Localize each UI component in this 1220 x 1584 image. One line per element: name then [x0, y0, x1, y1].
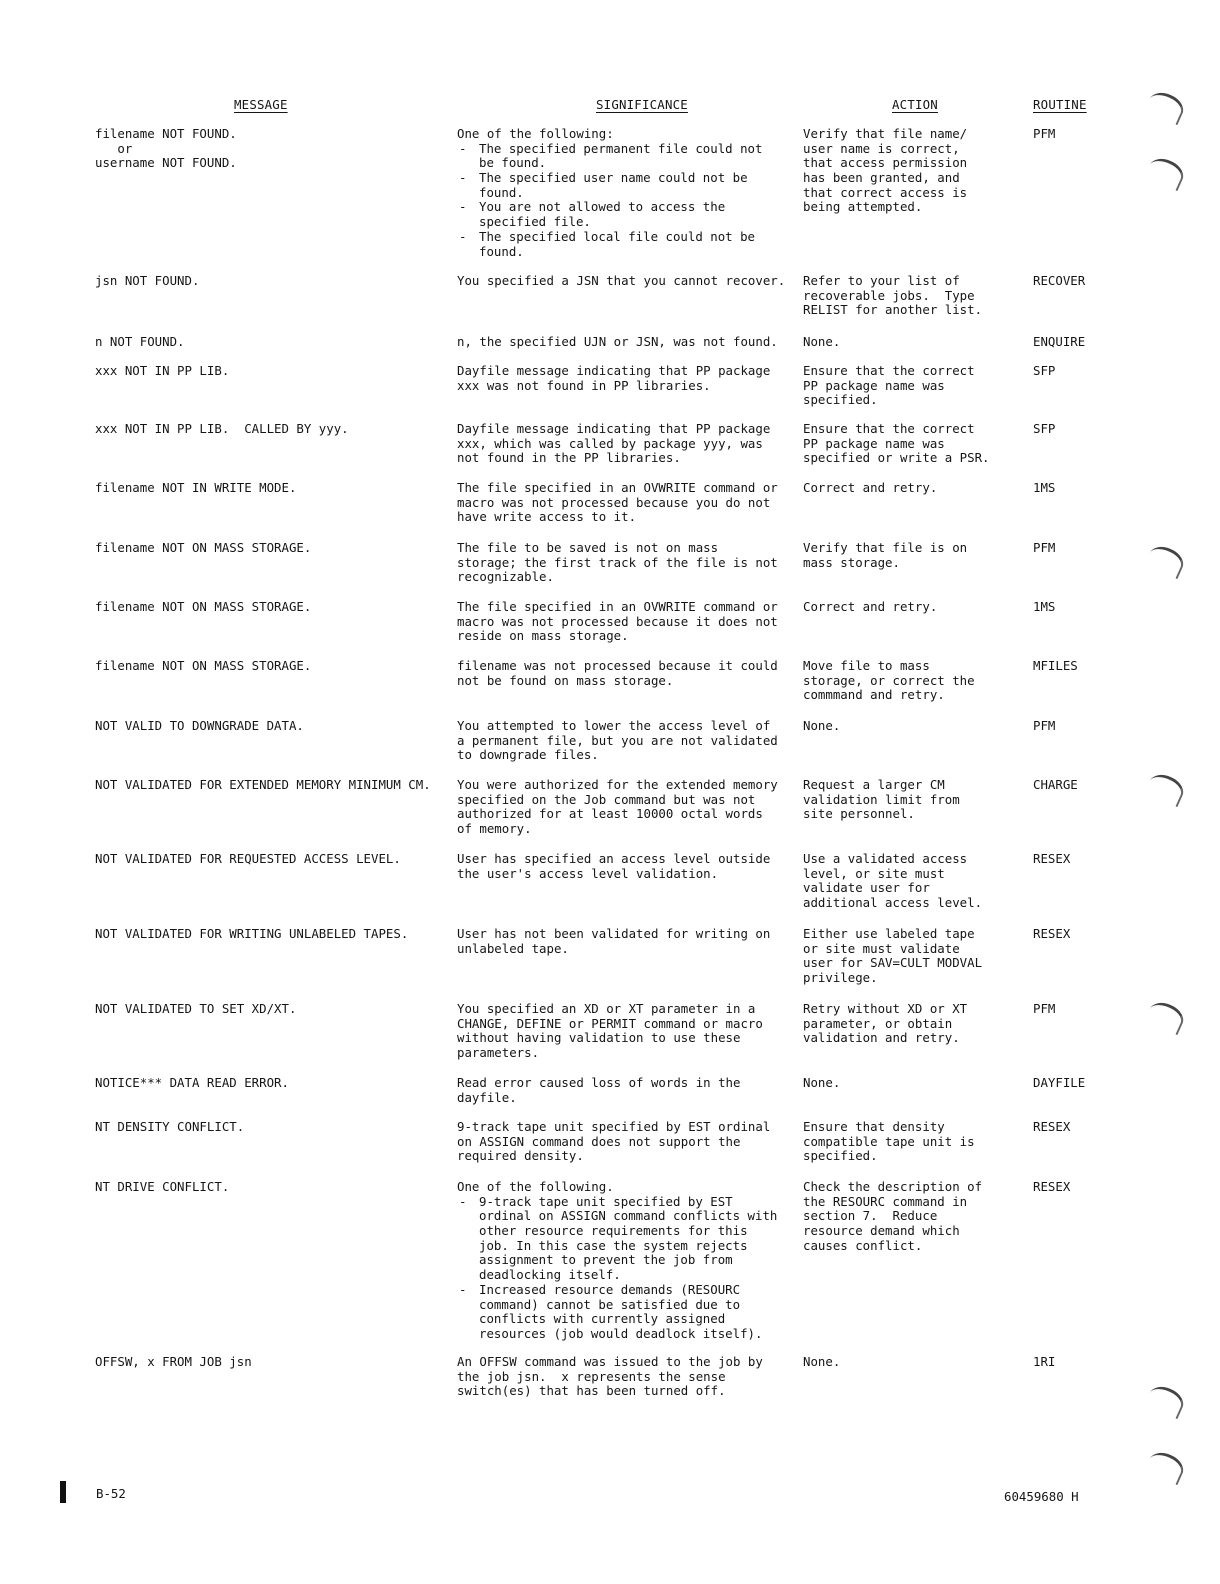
action-line: storage, or correct the [803, 672, 975, 688]
routine-cell: PFM [1033, 1001, 1056, 1016]
significance-line: You were authorized for the extended memory [457, 777, 778, 792]
message-cell [95, 1355, 252, 1370]
significance-line: authorized for at least 10000 octal words [457, 806, 763, 822]
action-line: None. [803, 718, 841, 733]
significance-line: The file to be saved is not on mass [457, 540, 719, 555]
significance-bullet-line: - The specified local file could not be [457, 230, 762, 245]
significance-line: specified file. [479, 214, 591, 230]
message-line: NOT VALIDATED TO SET XD/XT. [95, 1001, 297, 1016]
message-line: NOT VALIDATED FOR WRITING UNLABELED TAPES. [95, 926, 409, 941]
significance-line: xxx, which was called by package yyy, was [457, 435, 763, 451]
binder-hole-mark [1144, 1382, 1187, 1419]
action-cell [803, 541, 967, 570]
message-line: n NOT FOUND. [95, 334, 185, 349]
significance-line: User has specified an access level outside [457, 851, 771, 866]
action-line: commmand and retry. [803, 687, 945, 703]
significance-line: Dayfile message indicating that PP package [457, 363, 771, 378]
action-line: Verify that file is on [803, 540, 968, 555]
significance-line: n, the specified UJN or JSN, was not found. [457, 334, 778, 349]
message-cell [95, 659, 311, 674]
action-line: has been granted, and [803, 170, 960, 186]
page-number: B-52 [96, 1486, 126, 1501]
action-line: that correct access is [803, 184, 968, 200]
action-line: specified. [803, 392, 878, 408]
message-line: filename NOT IN WRITE MODE. [95, 480, 297, 495]
action-line: that access permission [803, 155, 968, 171]
header-message: MESSAGE [234, 97, 288, 112]
significance-line: recognizable. [457, 569, 554, 585]
action-line: validation and retry. [803, 1030, 960, 1046]
routine-cell: PFM [1033, 540, 1056, 555]
significance-bullet-line: - The specified user name could not be [457, 171, 762, 186]
message-line: filename NOT ON MASS STORAGE. [95, 658, 312, 673]
significance-line: be found. [479, 155, 547, 171]
header-routine: ROUTINE [1033, 97, 1087, 112]
significance-bullet-line: - Increased resource demands (RESOURC [457, 1283, 777, 1298]
routine-cell: RESEX [1033, 926, 1071, 941]
message-cell [95, 274, 199, 289]
action-line: level, or site must [803, 865, 945, 881]
significance-line: not be found on mass storage. [457, 672, 674, 688]
significance-cell [457, 1355, 763, 1399]
significance-cell [457, 852, 770, 881]
action-cell [803, 778, 960, 822]
significance-line: deadlocking itself. [479, 1267, 621, 1283]
significance-cell [457, 1120, 770, 1164]
significance-line: specified on the Job command but was not [457, 791, 756, 807]
significance-cell [457, 1002, 763, 1061]
action-line: parameter, or obtain [803, 1015, 953, 1031]
action-line: additional access level. [803, 895, 983, 911]
action-line: Request a larger CM [803, 777, 945, 792]
action-line: Ensure that the correct [803, 363, 975, 378]
significance-line: resources (job would deadlock itself). [479, 1325, 763, 1341]
significance-line: macro was not processed because you do not [457, 494, 771, 510]
significance-cell [457, 274, 785, 289]
action-line: compatible tape unit is [803, 1133, 975, 1149]
routine-cell: 1RI [1033, 1354, 1056, 1369]
action-line: None. [803, 334, 841, 349]
message-line: xxx NOT IN PP LIB. CALLED BY yyy. [95, 421, 349, 436]
routine-cell: 1MS [1033, 599, 1056, 614]
action-line: Ensure that the correct [803, 421, 975, 436]
message-line: filename NOT ON MASS STORAGE. [95, 540, 312, 555]
significance-line: Read error caused loss of words in the [457, 1075, 741, 1090]
significance-cell [457, 364, 770, 393]
routine-cell: CHARGE [1033, 777, 1078, 792]
action-line: Refer to your list of [803, 273, 960, 288]
message-cell [95, 1076, 289, 1091]
significance-cell [457, 127, 762, 259]
action-line: site personnel. [803, 806, 915, 822]
significance-line: CHANGE, DEFINE or PERMIT command or macro [457, 1015, 763, 1031]
significance-line: storage; the first track of the file is not [457, 554, 778, 570]
message-cell [95, 127, 237, 171]
significance-line: switch(es) that has been turned off. [457, 1383, 726, 1399]
action-line: the RESOURC command in [803, 1193, 968, 1209]
routine-cell: RECOVER [1033, 273, 1086, 288]
significance-line: job. In this case the system rejects [479, 1237, 748, 1253]
message-cell [95, 1120, 244, 1135]
significance-cell [457, 719, 778, 763]
significance-line: An OFFSW command was issued to the job by [457, 1354, 763, 1369]
routine-cell: MFILES [1033, 658, 1078, 673]
message-line: NOT VALIDATED FOR REQUESTED ACCESS LEVEL. [95, 851, 401, 866]
significance-line: Dayfile message indicating that PP package [457, 421, 771, 436]
action-cell [803, 1076, 840, 1091]
significance-line: One of the following. [457, 1179, 614, 1194]
action-cell [803, 1120, 975, 1164]
significance-line: parameters. [457, 1045, 540, 1061]
message-line: NOT VALID TO DOWNGRADE DATA. [95, 718, 304, 733]
significance-line: the user's access level validation. [457, 865, 719, 881]
message-line: OFFSW, x FROM JOB jsn [95, 1354, 252, 1369]
message-cell [95, 364, 229, 379]
message-cell [95, 719, 304, 734]
action-line: Check the description of [803, 1179, 983, 1194]
message-line: jsn NOT FOUND. [95, 273, 200, 288]
change-bar [60, 1481, 66, 1503]
routine-cell: 1MS [1033, 480, 1056, 495]
routine-cell: RESEX [1033, 1179, 1071, 1194]
action-line: specified. [803, 1148, 878, 1164]
binder-hole-mark [1144, 1448, 1187, 1485]
action-line: being attempted. [803, 199, 923, 215]
action-line: validate user for [803, 880, 930, 896]
significance-line: The file specified in an OVWRITE command or [457, 480, 778, 495]
routine-cell: SFP [1033, 421, 1056, 436]
action-line: Either use labeled tape [803, 926, 975, 941]
action-cell [803, 852, 982, 911]
action-cell [803, 719, 840, 734]
significance-cell [457, 422, 770, 466]
action-line: or site must validate [803, 940, 960, 956]
message-cell [95, 852, 401, 867]
action-line: privilege. [803, 970, 878, 986]
routine-cell: ENQUIRE [1033, 334, 1086, 349]
action-line: validation limit from [803, 791, 960, 807]
significance-line: without having validation to use these [457, 1030, 741, 1046]
action-line: Correct and retry. [803, 599, 938, 614]
significance-cell [457, 1180, 777, 1342]
message-cell [95, 1002, 296, 1017]
message-cell [95, 1180, 229, 1195]
message-line: NT DRIVE CONFLICT. [95, 1179, 230, 1194]
routine-cell: RESEX [1033, 1119, 1071, 1134]
significance-line: 9-track tape unit specified by EST ordinal [457, 1119, 771, 1134]
action-cell [803, 335, 840, 350]
significance-cell [457, 1076, 740, 1105]
action-line: None. [803, 1354, 841, 1369]
significance-cell [457, 541, 778, 585]
message-line: NOTICE*** DATA READ ERROR. [95, 1075, 289, 1090]
significance-line: filename was not processed because it could [457, 658, 778, 673]
significance-line: to downgrade files. [457, 747, 599, 763]
action-line: Move file to mass [803, 658, 930, 673]
significance-line: found. [479, 184, 524, 200]
significance-cell [457, 659, 778, 688]
message-line: or [95, 140, 133, 156]
message-line: username NOT FOUND. [95, 155, 237, 171]
significance-cell [457, 335, 778, 350]
document-number: 60459680 H [1004, 1489, 1079, 1504]
message-cell [95, 422, 349, 437]
action-line: Use a validated access [803, 851, 968, 866]
significance-line: found. [479, 243, 524, 259]
action-line: Retry without XD or XT [803, 1001, 968, 1016]
significance-line: have write access to it. [457, 509, 637, 525]
significance-line: other resource requirements for this [479, 1223, 748, 1239]
action-line: resource demand which [803, 1223, 960, 1239]
action-line: user name is correct, [803, 140, 960, 156]
action-cell [803, 481, 937, 496]
significance-cell [457, 481, 778, 525]
message-cell [95, 927, 408, 942]
header-significance: SIGNIFICANCE [596, 97, 688, 112]
action-line: RELIST for another list. [803, 302, 983, 318]
significance-line: You specified an XD or XT parameter in a [457, 1001, 756, 1016]
message-line: NOT VALIDATED FOR EXTENDED MEMORY MINIMUM CM. [95, 777, 431, 792]
significance-cell [457, 927, 770, 956]
binder-hole-mark [1144, 542, 1187, 579]
action-line: mass storage. [803, 554, 900, 570]
action-cell [803, 927, 982, 986]
action-line: PP package name was [803, 377, 945, 393]
action-line: Correct and retry. [803, 480, 938, 495]
message-cell [95, 778, 431, 793]
action-cell [803, 274, 982, 318]
binder-hole-mark [1144, 154, 1187, 191]
action-line: user for SAV=CULT MODVAL [803, 955, 983, 971]
significance-line: xxx was not found in PP libraries. [457, 377, 711, 393]
action-line: None. [803, 1075, 841, 1090]
significance-line: One of the following: [457, 126, 614, 141]
action-line: specified or write a PSR. [803, 450, 990, 466]
significance-bullet-line: - The specified permanent file could not [457, 142, 762, 157]
routine-cell: DAYFILE [1033, 1075, 1086, 1090]
action-line: PP package name was [803, 435, 945, 451]
message-cell [95, 481, 296, 496]
action-cell [803, 1180, 982, 1253]
message-line: xxx NOT IN PP LIB. [95, 363, 230, 378]
significance-line: unlabeled tape. [457, 940, 569, 956]
action-cell [803, 422, 990, 466]
binder-hole-mark [1144, 88, 1187, 125]
routine-cell: SFP [1033, 363, 1056, 378]
significance-line: The file specified in an OVWRITE command or [457, 599, 778, 614]
action-cell [803, 600, 937, 615]
significance-line: on ASSIGN command does not support the [457, 1133, 741, 1149]
action-cell [803, 1002, 967, 1046]
binder-hole-mark [1144, 770, 1187, 807]
significance-bullet-line: - You are not allowed to access the [457, 200, 762, 215]
significance-line: reside on mass storage. [457, 628, 629, 644]
message-cell [95, 335, 185, 350]
significance-line: ordinal on ASSIGN command conflicts with [479, 1208, 778, 1224]
action-line: Verify that file name/ [803, 126, 968, 141]
action-cell [803, 659, 975, 703]
significance-line: User has not been validated for writing on [457, 926, 771, 941]
significance-line: dayfile. [457, 1089, 517, 1105]
significance-line: assignment to prevent the job from [479, 1252, 733, 1268]
significance-line: the job jsn. x represents the sense [457, 1368, 726, 1384]
significance-line: You specified a JSN that you cannot recover. [457, 273, 786, 288]
significance-bullet-line: - 9-track tape unit specified by EST [457, 1195, 777, 1210]
action-line: section 7. Reduce [803, 1208, 938, 1224]
binder-hole-mark [1144, 998, 1187, 1035]
routine-cell: PFM [1033, 718, 1056, 733]
message-line: NT DENSITY CONFLICT. [95, 1119, 245, 1134]
action-cell [803, 1355, 840, 1370]
action-line: causes conflict. [803, 1237, 923, 1253]
action-line: Ensure that density [803, 1119, 945, 1134]
message-cell [95, 600, 311, 615]
significance-line: conflicts with currently assigned [479, 1311, 726, 1327]
message-line: filename NOT ON MASS STORAGE. [95, 599, 312, 614]
significance-line: You attempted to lower the access level of [457, 718, 771, 733]
action-cell [803, 364, 975, 408]
action-line: recoverable jobs. Type [803, 287, 975, 303]
significance-cell [457, 778, 778, 837]
action-cell [803, 127, 967, 215]
routine-cell: PFM [1033, 126, 1056, 141]
message-line: filename NOT FOUND. [95, 126, 237, 141]
header-action: ACTION [892, 97, 938, 112]
routine-cell: RESEX [1033, 851, 1071, 866]
significance-line: command) cannot be satisfied due to [479, 1296, 741, 1312]
significance-line: macro was not processed because it does not [457, 613, 778, 629]
significance-line: not found in the PP libraries. [457, 450, 681, 466]
significance-line: a permanent file, but you are not validated [457, 732, 778, 748]
message-cell [95, 541, 311, 556]
significance-cell [457, 600, 778, 644]
significance-line: required density. [457, 1148, 584, 1164]
significance-line: of memory. [457, 821, 532, 837]
